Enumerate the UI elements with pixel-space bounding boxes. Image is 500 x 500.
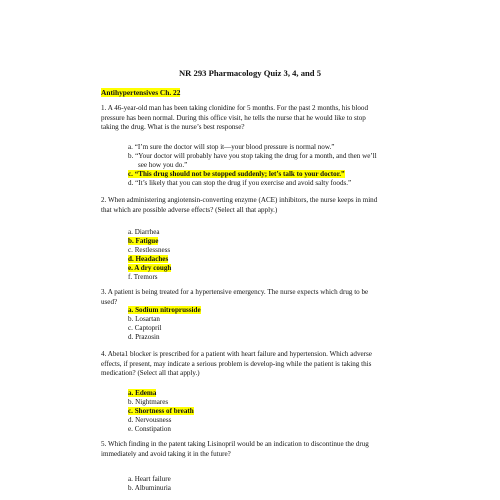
question-3-option-b: b. Losartan xyxy=(128,315,160,323)
question-2-option-e-answer xyxy=(128,264,171,273)
question-1-option-a: a. “I’m sure the doctor will stop it—your blood pressure is normal now.” xyxy=(128,143,335,151)
question-3-text xyxy=(101,288,413,307)
answer-highlight: d. Headaches xyxy=(128,255,169,263)
question-5-line: 5. Which finding in the patent taking Lisinopril would be an indication to discontinue the drug xyxy=(101,440,369,448)
question-4-line: medication? (Select all that apply.) xyxy=(101,369,200,378)
question-5-option-a: a. Heart failure xyxy=(128,475,171,483)
question-4-text xyxy=(101,350,413,379)
section-heading: Antihypertensives Ch. 22 xyxy=(101,88,181,97)
question-3-option-d: d. Prazosin xyxy=(128,333,160,341)
question-4-line: 4. Abeta1 blocker is prescribed for a patient with heart failure and hypertension. Which adverse xyxy=(101,350,372,358)
question-2-option-b-answer xyxy=(128,237,158,246)
question-2-option-f: f. Tremors xyxy=(128,273,158,281)
question-5-option-b: b. Albuminuria xyxy=(128,484,171,492)
question-2-option-c: c. Restlessness xyxy=(128,246,171,254)
question-2-option-a: a. Diarrhea xyxy=(128,228,160,236)
answer-highlight: c. Shortness of breath xyxy=(128,407,194,415)
question-3-option-c: c. Captopril xyxy=(128,324,162,332)
answer-highlight: a. Sodium nitroprusside xyxy=(128,306,201,314)
question-1-option-c-answer xyxy=(128,170,345,179)
question-4-option-e: e. Constipation xyxy=(128,425,171,433)
question-4-line: effects, if present, may indicate a serious problem is develop-ing while the patient is taking this xyxy=(101,359,372,368)
question-1-line: 1. A 46-year-old man has been taking clonidine for 5 months. For the past 2 months, his blood xyxy=(101,104,369,112)
question-3-option-a-answer xyxy=(128,306,201,315)
answer-highlight: c. “This drug should not be stopped suddenly; let’s talk to your doctor.” xyxy=(128,170,345,178)
question-5-line: immediately and avoid taking it in the future? xyxy=(101,449,231,458)
question-3-line: 3. A patient is being treated for a hypertensive emergency. The nurse expects which drug to be xyxy=(101,288,369,296)
question-2-text xyxy=(101,196,413,215)
question-2-line: that which are possible adverse effects? (Select all that apply.) xyxy=(101,205,278,214)
question-4-option-d: d. Nervousness xyxy=(128,416,172,424)
question-1-line: taking the drug. What is the nurse’s best response? xyxy=(101,123,245,132)
answer-highlight: e. A dry cough xyxy=(128,264,172,272)
question-4-option-b: b. Nightmares xyxy=(128,398,169,406)
question-4-option-a-answer xyxy=(128,389,156,398)
question-1-option-b: b. “Your doctor will probably have you stop taking the drug for a month, and then we’ll xyxy=(128,152,377,160)
question-1-option-b-cont: see how you do.” xyxy=(138,161,188,169)
question-2-option-d-answer xyxy=(128,255,168,264)
question-1-text xyxy=(101,104,413,133)
question-5-text xyxy=(101,440,413,459)
document-title: NR 293 Pharmacology Quiz 3, 4, and 5 xyxy=(178,68,322,78)
question-1-option-d: d. “It’s likely that you can stop the drug if you exercise and avoid salty foods.” xyxy=(128,179,352,187)
question-4-option-c-answer xyxy=(128,407,194,416)
question-2-line: 2. When administering angiotensin-converting enzyme (ACE) inhibitors, the nurse keeps in mind xyxy=(101,196,378,204)
question-3-line: used? xyxy=(101,297,118,306)
answer-highlight: a. Edema xyxy=(128,389,157,397)
answer-highlight: b. Fatigue xyxy=(128,237,159,245)
question-1-line: pressure has been normal. During this office visit, he tells the nurse that he would like to stop xyxy=(101,113,366,122)
